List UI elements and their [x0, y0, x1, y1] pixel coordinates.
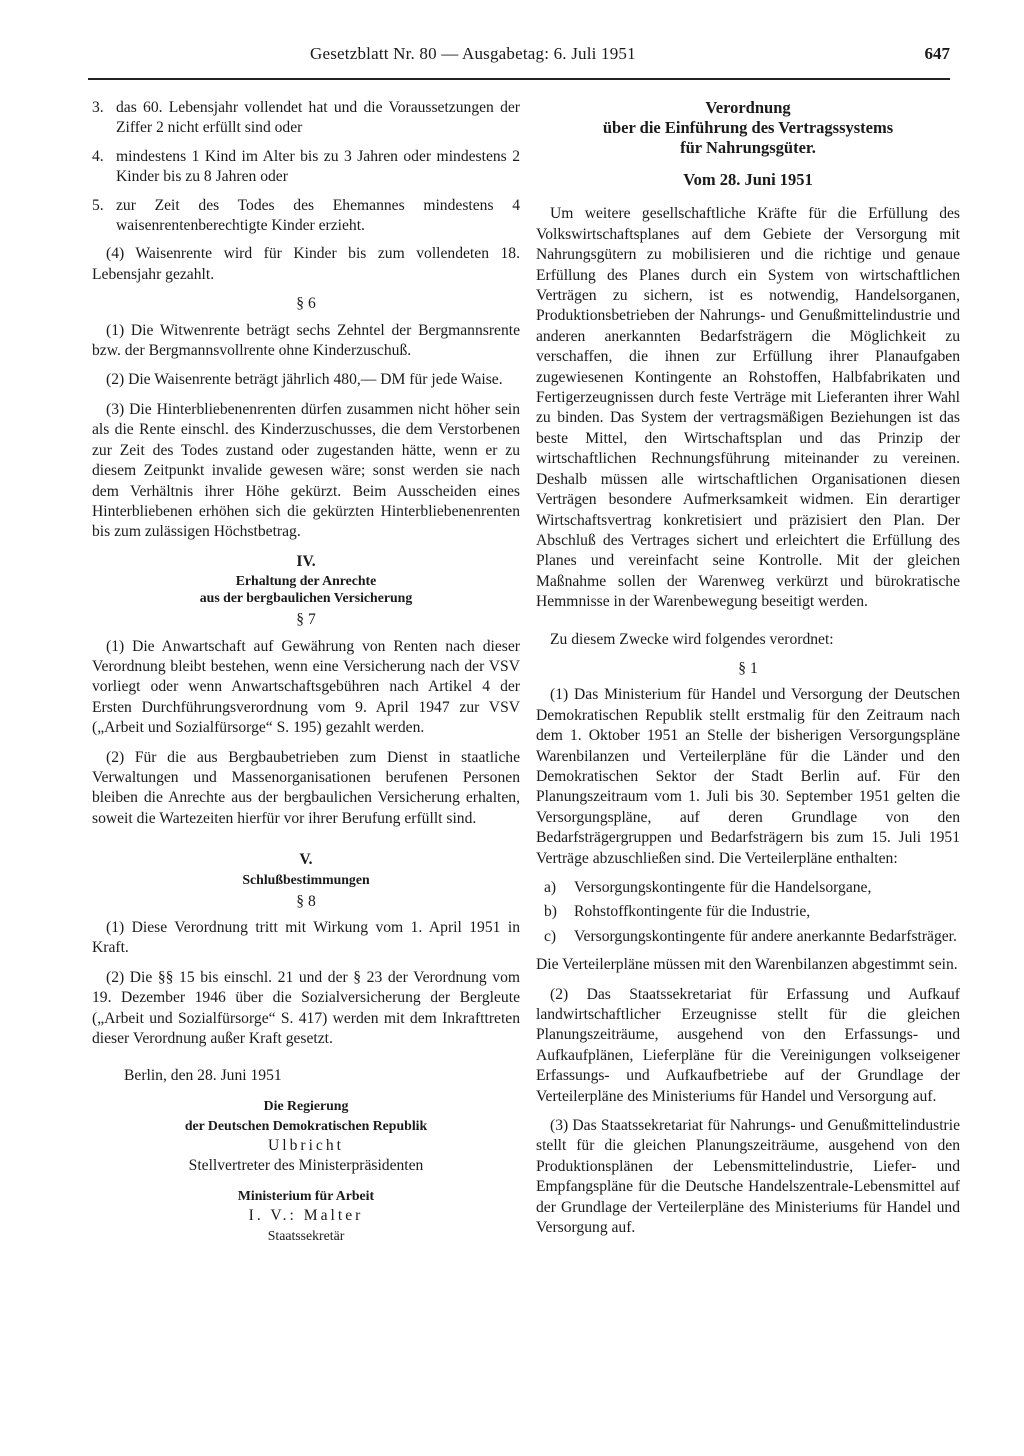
part-number: V.	[299, 851, 313, 869]
paragraph: (1) Diese Verordnung tritt mit Wirkung vom 1. April 1951 in Kraft.	[92, 919, 520, 957]
signature-name: Ulbricht	[268, 1136, 344, 1154]
page-header	[310, 44, 950, 74]
part-title: Erhaltung der Anrechte	[235, 573, 377, 589]
ordinance-title: über die Einführung des Vertragssystems	[602, 118, 894, 137]
ordinance-title: Verordnung	[705, 98, 791, 117]
paragraph: (3) Das Staatssekretariat für Nahrungs- und Genußmittelindustrie stellt für die gleichen Planungszeiträume, ausgehend von den Produktionsplänen der Lebensmittelindustrie, Liefer- und Empfangspläne für die Deutsche Handelszentrale-Lebensmittel auf der Grundlage der Verteilerpläne des Ministeriums für Handel und Versorgung auf.	[536, 1117, 960, 1237]
paragraph: Die Verteilerpläne müssen mit den Warenbilanzen abgestimmt sein.	[536, 956, 958, 974]
paragraph: (2) Das Staatssekretariat für Erfassung und Aufkauf landwirtschaftlicher Erzeugnisse stellt für die gleichen Planungszeiträume, ausgehend von den Erfassungs- und Aufkaufplänen, Lieferpläne für die Vereinigungen volkseigener Erfassungs- und Aufkaufbetriebe auf der Grundlage der Verteilerpläne des Ministeriums für Handel und Versorgung auf.	[536, 985, 960, 1105]
list-item: 4. mindestens 1 Kind im Alter bis zu 3 Jahren oder mindestens 2 Kinder bis zu 8 Jahren oder	[92, 147, 520, 186]
ordinance-date: Vom 28. Juni 1951	[683, 170, 813, 189]
paragraph: (1) Die Anwartschaft auf Gewährung von Renten nach dieser Verordnung bleibt bestehen, wenn eine Versicherung nach der VSV vorliegt oder wenn Anwartschaftsgebühren nach Artikel 4 der Ersten Durchführungsverordnung vom 9. April 1947 zur VSV („Arbeit und Sozialfürsorge“ S. 195) gezahlt werden.	[92, 637, 520, 737]
list-item: 3. das 60. Lebensjahr vollendet hat und die Voraussetzungen der Ziffer 2 nicht erfüllt sind oder	[92, 99, 520, 137]
paragraph: (1) Die Witwenrente beträgt sechs Zehntel der Bergmannsrente bzw. der Bergmannsvollrente ohne Kinderzuschuß.	[92, 321, 520, 360]
paragraph: (2) Für die aus Bergbaubetrieben zum Dienst in staatliche Verwaltungen und Massenorganisationen berufenen Personen bleiben die Anrechte aus der bergbaulichen Versicherung erhalten, soweit die Wartezeiten hierfür vor ihrer Berufung erfüllt sind.	[92, 748, 520, 827]
signature-block	[92, 1096, 520, 1176]
gazette-title: Gesetzblatt Nr. 80 — Ausgabetag: 6. Juli 1951	[310, 44, 636, 63]
signature-block	[92, 1186, 520, 1246]
letter-list	[536, 878, 960, 947]
list-item: b) Rohstoffkontingente für die Industrie,	[544, 903, 811, 921]
signature-role: Staatssekretär	[267, 1227, 345, 1243]
paragraph: (4) Waisenrente wird für Kinder bis zum vollendeten 18. Lebensjahr gezahlt.	[92, 245, 520, 283]
list-item: a) Versorgungskontingente für die Handelsorgane,	[544, 879, 872, 896]
part-title: Schlußbestimmungen	[242, 871, 370, 887]
list-item: 5. zur Zeit des Todes des Ehemannes mindestens 4 waisenrentenberechtigte Kinder erzieht.	[92, 196, 520, 235]
part-number: IV.	[296, 552, 316, 570]
preamble: Um weitere gesellschaftliche Kräfte für die Erfüllung des Volkswirtschaftsplanes auf dem Gebiete der Versorgung mit Nahrungsgütern zu mobilisieren und die richtige und genaue Erfüllung des Planes durch ein System von wirtschaftlichen Verträgen zu sichern, ist es notwendig, Handelsorganen, Produktionsbetrieben der Nahrungs- und Genußmittelindustrie und anderen anerkannten Bedarfsträgern die Möglichkeit zu verschaffen, die ihnen zur Erfüllung ihrer Planaufgaben zugewiesenen Kontingente an Rohstoffen, Halbfabrikaten und Fertigerzeugnissen durch feste Verträge mit Lieferanten ihrer Wahl zu binden. Das System der vertragsmäßigen Beziehungen ist das beste Mittel, den Wirtschaftsplan und das Prinzip der wirtschaftlichen Rechnungsführung miteinander zu vereinen. Deshalb müssen alle wirtschaftlichen Organisationen diesen Verträgen besondere Aufmerksamkeit widmen. Ein derartiger Wirtschaftsvertrag konkretisiert und präzisiert den Plan. Der Abschluß des Vertrages sichert und erleichtert die Erfüllung des Planes und vereinfacht seine Kontrolle. Mit der gleichen Maßnahme sollen der Warenweg verkürzt und bürokratische Hemmnisse in der Warenbewegung beseitigt werden.	[536, 205, 960, 611]
decree-line: Zu diesem Zwecke wird folgendes verordnet:	[550, 630, 834, 648]
page-number: 647	[924, 44, 950, 63]
section-heading: § 1	[738, 659, 758, 677]
ordinance-title: für Nahrungsgüter.	[680, 138, 816, 157]
right-column	[536, 98, 960, 1248]
place-date: Berlin, den 28. Juni 1951	[124, 1067, 282, 1085]
paragraph: (2) Die §§ 15 bis einschl. 21 und der § 23 der Verordnung vom 19. Dezember 1946 über die Sozialversicherung der Bergleute („Arbeit und Sozialfürsorge“ S. 417) werden mit dem Inkrafttreten dieser Verordnung außer Kraft gesetzt.	[92, 968, 520, 1048]
signature-role: Stellvertreter des Ministerpräsidenten	[188, 1156, 424, 1174]
section-heading: § 6	[296, 295, 316, 313]
signature-name: I. V.: Malter	[248, 1206, 364, 1224]
signature-government: der Deutschen Demokratischen Republik	[184, 1117, 428, 1133]
left-column	[92, 98, 520, 1256]
paragraph: (3) Die Hinterbliebenenrenten dürfen zusammen nicht höher sein als die Rente einschl. des Kinderzuschusses, die dem Verstorbenen zur Zeit des Todes zustand oder zugestanden hätte, wenn er zu diesem Zeitpunkt invalide gewesen wäre; sonst werden sie nach dem Verhältnis ihrer Höhe gekürzt. Beim Ausscheiden eines Hinterbliebenen erhöhen sich die gekürzten Hinterbliebenenrenten bis zum zulässigen Höchstbetrag.	[92, 400, 520, 541]
list-item: c) Versorgungskontingente für andere anerkannte Bedarfsträger.	[544, 927, 957, 945]
header-rule	[88, 78, 950, 80]
section-heading: § 8	[296, 892, 316, 910]
part-title: aus der bergbaulichen Versicherung	[199, 590, 413, 606]
paragraph: (1) Das Ministerium für Handel und Versorgung der Deutschen Demokratischen Republik stellt erstmalig für den Zeitraum nach dem 1. Oktober 1951 an Stelle der bisherigen Versorgungspläne Warenbilanzen und Verteilerpläne für die Länder und den Demokratischen Sektor der Stadt Berlin auf. Für den Planungszeitraum vom 1. Juli bis 30. September 1951 gelten die Versorgungspläne, auf deren Grundlage von den Bedarfsträgergruppen und Bedarfsträgern bis zum 15. Juli 1951 Verträge abzuschließen sind. Die Verteilerpläne enthalten:	[536, 686, 960, 867]
paragraph: (2) Die Waisenrente beträgt jährlich 480,— DM für jede Waise.	[106, 371, 503, 389]
signature-ministry: Ministerium für Arbeit	[237, 1187, 375, 1203]
section-heading: § 7	[296, 611, 316, 629]
signature-government: Die Regierung	[263, 1097, 349, 1113]
